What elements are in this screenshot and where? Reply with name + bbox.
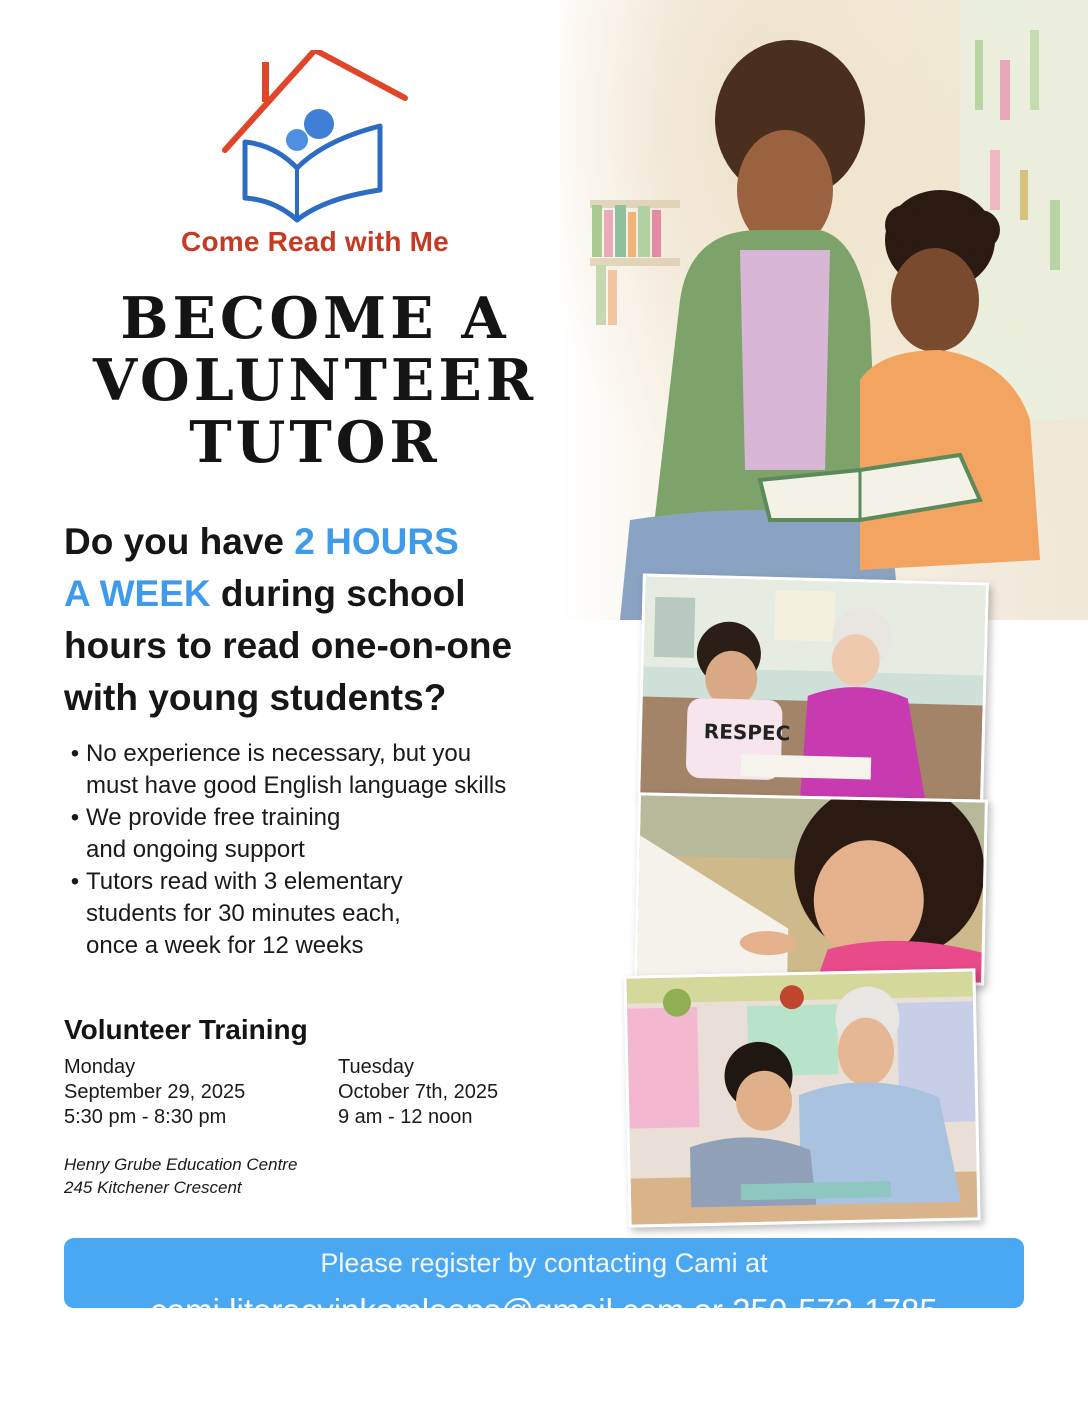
headline-line-3: TUTOR — [189, 409, 441, 476]
session-date: September 29, 2025 — [64, 1081, 246, 1103]
training-title: Volunteer Training — [64, 1014, 308, 1045]
reading-illustration — [560, 0, 1088, 620]
photo-senior-tutor — [626, 971, 977, 1224]
bullet-text: must have good English language skills — [86, 772, 507, 799]
venue-address: 245 Kitchener Crescent — [64, 1178, 242, 1197]
session-day: Tuesday — [338, 1056, 414, 1078]
question-highlight-1: 2 HOURS — [294, 521, 459, 562]
session-date: October 7th, 2025 — [338, 1081, 499, 1103]
logo — [215, 50, 415, 235]
list-item — [64, 866, 584, 962]
photo-girl-closeup — [637, 795, 985, 982]
question-part-1: Do you have — [64, 521, 295, 562]
bullet-text: once a week for 12 weeks — [86, 932, 364, 959]
bullet-text: No experience is necessary, but you — [86, 740, 472, 767]
bullet-text: students for 30 minutes each, — [86, 900, 401, 927]
contact-details[interactable]: cami.literacyinkamloops@gmail.com or 250-573-1785 — [150, 1292, 938, 1329]
hero-illustration — [560, 0, 1088, 620]
photo-boy-with-tutor — [637, 574, 989, 805]
house-reader-logo-icon — [215, 50, 415, 235]
bullet-text: We provide free training — [86, 804, 341, 831]
headline-line-2: VOLUNTEER — [92, 347, 538, 414]
bullet-text: and ongoing support — [86, 836, 305, 863]
training-session-monday — [64, 1055, 245, 1130]
question-highlight-2: A WEEK — [64, 573, 211, 614]
requirements-list — [64, 738, 584, 962]
register-banner — [64, 1238, 1024, 1329]
venue-name: Henry Grube Education Centre — [64, 1155, 298, 1174]
training-session-tuesday — [338, 1055, 498, 1130]
photo-grandfather-with-boy — [623, 968, 980, 1227]
register-instruction: Please register by contacting Cami at — [320, 1248, 768, 1278]
bullet-text: Tutors read with 3 elementary — [86, 868, 403, 895]
session-day: Monday — [64, 1056, 136, 1078]
photo-girl-reading — [634, 792, 988, 985]
question-part-4: with young students? — [64, 677, 447, 718]
session-time: 9 am - 12 noon — [338, 1106, 473, 1128]
list-item — [64, 802, 584, 866]
photo-classroom-reading — [640, 577, 986, 802]
venue — [64, 1153, 297, 1199]
question-text — [64, 516, 584, 724]
headline — [55, 285, 575, 476]
list-item — [64, 738, 584, 802]
session-time: 5:30 pm - 8:30 pm — [64, 1106, 227, 1128]
brand-name: Come Read with Me — [181, 226, 449, 257]
question-part-3: hours to read one-on-one — [64, 625, 513, 666]
headline-line-1: BECOME A — [120, 285, 510, 352]
shirt-text: RESPEC — [703, 719, 791, 746]
question-part-2: during school — [210, 573, 466, 614]
